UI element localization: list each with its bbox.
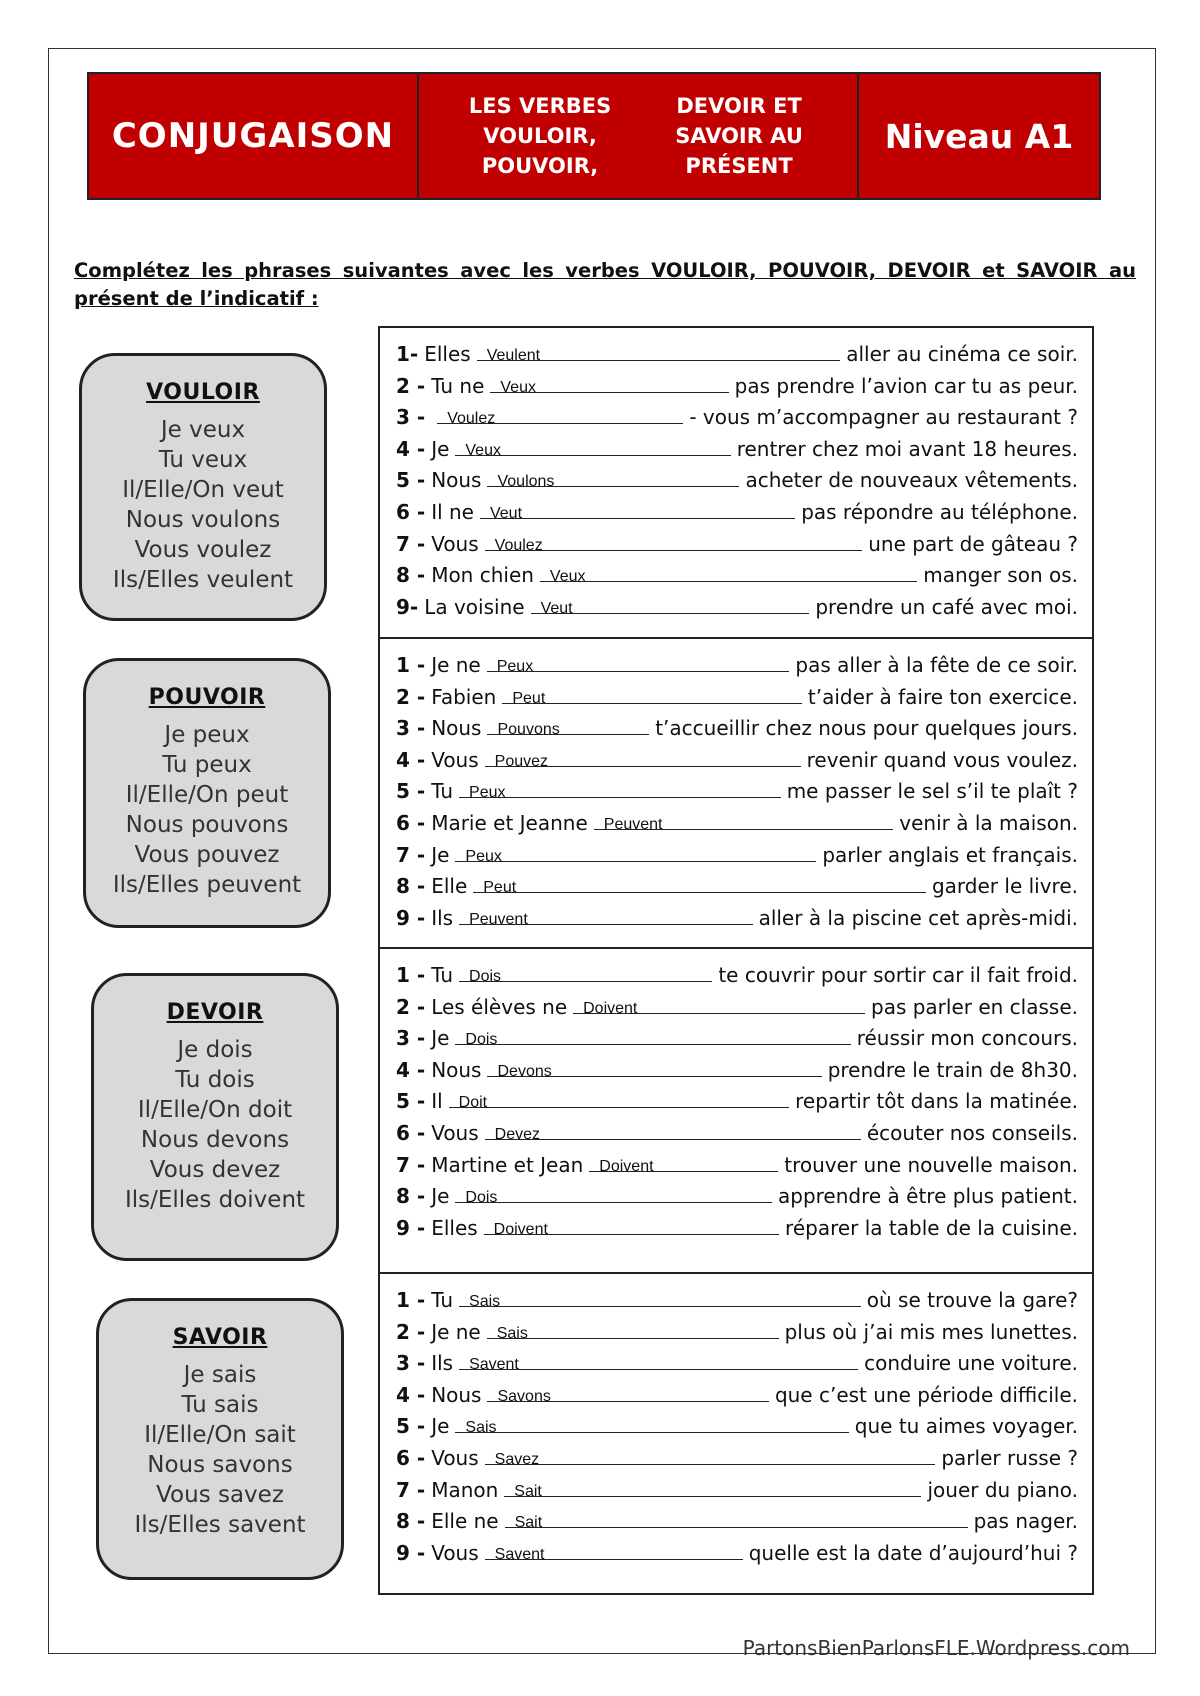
conjugation-line: Ils/Elles doivent (124, 1187, 306, 1213)
answer-blank[interactable] (485, 1117, 861, 1143)
conjugation-title: SAVOIR (172, 1325, 268, 1350)
exercise-row (396, 1474, 1078, 1506)
answer-blank[interactable] (455, 1022, 850, 1049)
exercise-row (396, 1410, 1078, 1442)
exercise-ending: pas répondre au téléphone. (801, 499, 1078, 524)
exercise-row (396, 591, 1078, 623)
exercise-ending: écouter nos conseils. (866, 1120, 1078, 1145)
exercise-ending: manger son os. (923, 563, 1078, 588)
answer-blank[interactable] (487, 712, 649, 739)
exercise-subject: Nous (431, 1382, 482, 1407)
conjugation-line: Nous voulons (125, 507, 281, 533)
exercise-number: 6 - (396, 1120, 426, 1145)
exercise-row (396, 496, 1078, 528)
answer-text: Voulons (497, 473, 555, 491)
exercise-number: 9 - (396, 1540, 426, 1565)
exercise-ending: jouer du piano. (927, 1477, 1078, 1502)
exercise-ending: t’accueillir chez nous pour quelques jours. (655, 716, 1078, 741)
exercise-number: 3 - (396, 716, 426, 741)
conjugation-line: Nous savons (147, 1452, 293, 1478)
answer-blank[interactable] (455, 1410, 848, 1437)
exercise-section-2 (378, 637, 1094, 947)
exercise-subject: Fabien (431, 684, 497, 709)
exercise-subject: Vous (431, 747, 479, 772)
exercise-row (396, 1537, 1078, 1569)
exercise-subject: Manon (431, 1477, 499, 1502)
conjugation-line: Je peux (164, 722, 250, 748)
exercise-ending: réussir mon concours. (856, 1026, 1078, 1051)
exercise-row (396, 1442, 1078, 1474)
exercise-ending: pas prendre l’avion car tu as peur. (734, 373, 1078, 398)
conjugation-line: Ils/Elles savent (134, 1512, 306, 1538)
answer-text: Doivent (583, 999, 638, 1017)
answer-text: Peux (496, 658, 534, 675)
answer-text: Voulez (494, 536, 543, 554)
exercise-section-3 (378, 947, 1094, 1272)
exercise-number: 2 - (396, 373, 426, 398)
exercise-subject: Nous (431, 716, 482, 741)
conjugation-line: Il/Elle/On peut (125, 782, 289, 808)
answer-text: Sais (465, 1419, 497, 1437)
exercise-subject: Il (431, 1089, 443, 1114)
answer-text: Pouvons (497, 721, 560, 739)
exercise-ending: acheter de nouveaux vêtements. (745, 468, 1078, 493)
exercise-number: 7 - (396, 531, 426, 556)
exercise-number: 1 - (396, 963, 426, 987)
conjugation-line: Il/Elle/On veut (122, 477, 284, 503)
exercise-subject: Elles (424, 342, 471, 366)
conjugation-line: Nous pouvons (125, 812, 289, 838)
answer-text: Peut (483, 879, 517, 897)
exercise-subject: Ils (431, 905, 454, 930)
exercise-number: 8 - (396, 874, 426, 899)
header-level: Niveau A1 (884, 116, 1074, 156)
exercise-number: 4 - (396, 436, 426, 461)
exercise-ending: rentrer chez moi avant 18 heures. (736, 436, 1078, 461)
exercise-number: 3 - (396, 405, 426, 430)
exercise-row (396, 1505, 1078, 1537)
answer-blank[interactable] (487, 649, 790, 675)
exercise-subject: Je (431, 1414, 450, 1439)
exercise-row (396, 370, 1078, 402)
answer-text: Peuvent (603, 815, 663, 833)
answer-text: Voulez (447, 410, 496, 428)
exercise-subject: Il ne (431, 499, 474, 524)
exercise-subject: Tu (431, 963, 454, 987)
conjugation-title: VOULOIR (146, 380, 260, 405)
answer-text: Savent (469, 1356, 519, 1374)
exercise-row (396, 528, 1078, 560)
answer-text: Doit (458, 1094, 488, 1112)
exercise-number: 8 - (396, 1184, 426, 1209)
exercise-number: 9- (396, 594, 419, 619)
exercise-ending: plus où j’ai mis mes lunettes. (784, 1319, 1078, 1344)
exercise-number: 8 - (396, 1509, 426, 1534)
conjugation-box-vouloir (79, 353, 327, 621)
exercise-number: 8 - (396, 563, 426, 588)
exercise-row (396, 1054, 1078, 1086)
answer-blank[interactable] (480, 496, 795, 522)
answer-blank[interactable] (487, 464, 739, 491)
answer-text: Savez (494, 1450, 540, 1468)
exercise-ending: où se trouve la gare? (866, 1288, 1078, 1312)
answer-blank[interactable] (459, 1347, 858, 1374)
exercise-number: 5 - (396, 1089, 426, 1114)
exercise-ending: repartir tôt dans la matinée. (795, 1089, 1078, 1114)
answer-blank[interactable] (531, 591, 810, 617)
exercise-ending: que tu aimes voyager. (854, 1414, 1078, 1439)
conjugation-line: Ils/Elles veulent (112, 567, 294, 593)
answer-text: Pouvez (494, 752, 549, 770)
answer-text: Devez (494, 1125, 541, 1143)
answer-blank[interactable] (437, 401, 683, 428)
answer-blank[interactable] (485, 528, 863, 554)
exercise-row (396, 1085, 1078, 1117)
answer-blank[interactable] (490, 370, 728, 396)
exercise-subject: Ils (431, 1351, 454, 1376)
exercise-ending: prendre un café avec moi. (815, 594, 1078, 619)
exercise-number: 1- (396, 342, 419, 366)
answer-blank[interactable] (485, 744, 801, 770)
exercise-number: 6 - (396, 1445, 426, 1470)
exercise-ending: réparer la table de la cuisine. (785, 1215, 1078, 1240)
exercise-subject: Vous (431, 531, 479, 556)
conjugation-line: Vous pouvez (134, 842, 280, 868)
answer-text: Sait (514, 1482, 542, 1500)
exercise-ending: parler russe ? (941, 1445, 1078, 1470)
exercise-ending: aller au cinéma ce soir. (846, 342, 1078, 366)
exercise-number: 3 - (396, 1351, 426, 1376)
answer-blank[interactable] (477, 338, 841, 364)
exercise-ending: venir à la maison. (899, 810, 1078, 835)
exercise-subject: Je (431, 842, 450, 867)
answer-text: Dois (469, 968, 502, 985)
answer-text: Peux (469, 784, 506, 802)
exercise-row (396, 712, 1078, 744)
header-banner (87, 72, 1101, 200)
exercise-number: 5 - (396, 779, 426, 804)
answer-text: Doivent (493, 1220, 548, 1238)
exercise-subject: La voisine (424, 594, 525, 619)
answer-blank[interactable] (459, 959, 712, 985)
exercise-section-4 (378, 1272, 1094, 1595)
instructions: Complétez les phrases suivantes avec les verbes VOULOIR, POUVOIR, DEVOIR et SAVOIR au présent de l’indicatif : (74, 259, 1136, 310)
answer-blank[interactable] (487, 1379, 768, 1405)
answer-blank[interactable] (573, 991, 865, 1017)
answer-text: Sais (469, 1293, 501, 1310)
exercise-row (396, 902, 1078, 934)
exercise-subject: Tu (431, 1288, 454, 1312)
exercise-number: 5 - (396, 468, 426, 493)
conjugation-box-savoir (96, 1298, 344, 1580)
conjugation-box-pouvoir (83, 658, 331, 928)
exercise-number: 4 - (396, 747, 426, 772)
exercise-number: 7 - (396, 1477, 426, 1502)
answer-blank[interactable] (455, 839, 816, 865)
exercise-ending: revenir quand vous voulez. (806, 747, 1078, 772)
conjugation-title: POUVOIR (148, 685, 266, 710)
exercise-row (396, 559, 1078, 591)
exercise-subject: Marie et Jeanne (431, 810, 588, 835)
exercise-subject: Tu (431, 779, 454, 804)
exercise-ending: apprendre à être plus patient. (778, 1184, 1078, 1209)
exercise-ending: conduire une voiture. (864, 1351, 1078, 1376)
exercise-row (396, 1212, 1078, 1244)
exercise-row (396, 681, 1078, 713)
header-title: CONJUGAISON (89, 74, 419, 198)
exercise-subject: Martine et Jean (431, 1152, 584, 1177)
answer-blank[interactable] (485, 1442, 936, 1468)
exercise-row (396, 1379, 1078, 1411)
exercise-row (396, 775, 1078, 807)
exercise-number: 3 - (396, 1026, 426, 1051)
answer-blank[interactable] (504, 1474, 921, 1500)
exercise-ending: prendre le train de 8h30. (827, 1057, 1078, 1082)
answer-blank[interactable] (485, 1537, 743, 1563)
exercise-row (396, 338, 1078, 370)
exercise-subject: Nous (431, 468, 482, 493)
answer-blank[interactable] (459, 775, 781, 802)
exercise-subject: Mon chien (431, 563, 534, 588)
exercise-row (396, 839, 1078, 871)
exercise-row (396, 1180, 1078, 1212)
exercise-subject: Vous (431, 1540, 479, 1565)
conjugation-line: Vous voulez (134, 537, 272, 563)
exercise-subject: Tu ne (431, 373, 485, 398)
answer-text: Peuvent (469, 910, 528, 928)
answer-blank[interactable] (473, 870, 926, 897)
exercise-row (396, 1149, 1078, 1181)
answer-blank[interactable] (487, 1054, 821, 1080)
answer-blank[interactable] (455, 433, 730, 459)
conjugation-box-devoir (91, 973, 339, 1261)
conjugation-line: Nous devons (140, 1127, 290, 1153)
exercise-subject: Vous (431, 1120, 479, 1145)
answer-text: Devons (497, 1062, 552, 1080)
answer-text: Doivent (599, 1157, 654, 1175)
conjugation-line: Je dois (177, 1037, 253, 1063)
answer-text: Peut (512, 689, 546, 707)
conjugation-line: Je sais (183, 1362, 257, 1388)
exercise-number: 7 - (396, 842, 426, 867)
exercise-row (396, 991, 1078, 1023)
header-subtitle-line-1: LES VERBES VOULOIR, POUVOIR, (468, 94, 612, 178)
exercise-ending: garder le livre. (931, 874, 1078, 899)
answer-text: Veut (540, 599, 573, 617)
answer-text: Sais (496, 1324, 528, 1342)
exercise-ending: aller à la piscine cet après-midi. (758, 905, 1078, 930)
answer-text: Savons (497, 1387, 551, 1405)
conjugation-line: Tu sais (181, 1392, 259, 1418)
answer-blank[interactable] (589, 1149, 778, 1175)
answer-blank[interactable] (540, 559, 917, 586)
answer-blank[interactable] (505, 1505, 968, 1532)
exercise-ending: trouver une nouvelle maison. (784, 1152, 1078, 1177)
exercise-number: 2 - (396, 1319, 426, 1344)
header-subtitle (419, 74, 859, 198)
exercise-subject: Je (431, 436, 450, 461)
exercise-ending: quelle est la date d’aujourd’hui ? (748, 1540, 1078, 1565)
exercise-row (396, 649, 1078, 681)
exercise-subject: Je ne (431, 653, 481, 677)
conjugation-line: Vous savez (156, 1482, 284, 1508)
exercise-row (396, 807, 1078, 839)
exercise-subject: Elles (431, 1215, 478, 1240)
exercise-subject: Elle (431, 874, 468, 899)
exercise-ending: que c’est une période difficile. (774, 1382, 1078, 1407)
exercise-number: 4 - (396, 1382, 426, 1407)
conjugation-line: Tu veux (158, 447, 248, 473)
exercise-row (396, 1284, 1078, 1316)
exercise-number: 4 - (396, 1057, 426, 1082)
answer-blank[interactable] (594, 807, 894, 833)
exercise-number: 9 - (396, 1215, 426, 1240)
exercise-ending: me passer le sel s’il te plaît ? (786, 779, 1078, 804)
exercise-subject: Nous (431, 1057, 482, 1082)
exercise-ending: t’aider à faire ton exercice. (807, 684, 1078, 709)
answer-text: Veux (465, 441, 501, 459)
answer-text: Peux (465, 847, 502, 865)
exercise-ending: - vous m’accompagner au restaurant ? (689, 405, 1078, 430)
exercise-row (396, 1117, 1078, 1149)
answer-text: Sait (514, 1514, 543, 1532)
answer-blank[interactable] (449, 1085, 789, 1112)
exercise-ending: pas aller à la fête de ce soir. (795, 653, 1078, 677)
exercise-number: 9 - (396, 905, 426, 930)
answer-blank[interactable] (459, 902, 753, 928)
exercise-row (396, 744, 1078, 776)
exercise-ending: pas parler en classe. (871, 994, 1078, 1019)
conjugation-line: Tu dois (175, 1067, 255, 1093)
exercise-ending: une part de gâteau ? (868, 531, 1078, 556)
exercise-number: 1 - (396, 1288, 426, 1312)
exercise-ending: te couvrir pour sortir car il fait froid. (718, 963, 1078, 987)
header-subtitle-line-2: DEVOIR ET SAVOIR AU PRÉSENT (675, 94, 803, 178)
exercise-row (396, 433, 1078, 465)
answer-blank[interactable] (502, 681, 802, 707)
conjugation-line: Vous devez (149, 1157, 281, 1183)
answer-text: Veut (489, 504, 523, 522)
answer-blank[interactable] (455, 1180, 772, 1207)
exercise-subject: Vous (431, 1445, 479, 1470)
answer-text: Veux (549, 568, 586, 586)
answer-blank[interactable] (484, 1212, 779, 1238)
exercise-section-1 (378, 326, 1094, 637)
answer-text: Veulent (486, 347, 541, 364)
answer-blank[interactable] (459, 1284, 861, 1310)
exercise-row (396, 1316, 1078, 1348)
answer-text: Dois (465, 1031, 498, 1049)
footer-url: PartonsBienParlonsFLE.Wordpress.com (742, 1636, 1130, 1660)
exercise-number: 5 - (396, 1414, 426, 1439)
conjugation-line: Je veux (160, 417, 246, 443)
exercise-row (396, 401, 1078, 433)
conjugation-title: DEVOIR (166, 1000, 264, 1025)
exercise-row (396, 464, 1078, 496)
exercise-row (396, 1347, 1078, 1379)
exercise-ending: parler anglais et français. (822, 842, 1078, 867)
conjugation-line: Ils/Elles peuvent (112, 872, 302, 898)
exercise-subject: Les élèves ne (431, 994, 568, 1019)
answer-blank[interactable] (487, 1316, 779, 1342)
answer-text: Veux (500, 378, 536, 396)
exercise-row (396, 1022, 1078, 1054)
exercise-number: 6 - (396, 499, 426, 524)
exercise-number: 2 - (396, 684, 426, 709)
exercise-number: 6 - (396, 810, 426, 835)
answer-text: Dois (465, 1189, 498, 1207)
exercise-row (396, 959, 1078, 991)
exercise-ending: pas nager. (973, 1509, 1078, 1534)
exercise-number: 2 - (396, 994, 426, 1019)
conjugation-line: Il/Elle/On doit (137, 1097, 293, 1123)
exercise-subject: Je ne (431, 1319, 481, 1344)
conjugation-line: Tu peux (162, 752, 252, 778)
exercise-subject: Je (431, 1184, 450, 1209)
exercise-number: 7 - (396, 1152, 426, 1177)
exercise-number: 1 - (396, 653, 426, 677)
conjugation-line: Il/Elle/On sait (144, 1422, 296, 1448)
exercise-subject: Je (431, 1026, 450, 1051)
exercise-row (396, 870, 1078, 902)
answer-text: Savent (494, 1545, 545, 1563)
exercise-subject: Elle ne (431, 1509, 499, 1534)
